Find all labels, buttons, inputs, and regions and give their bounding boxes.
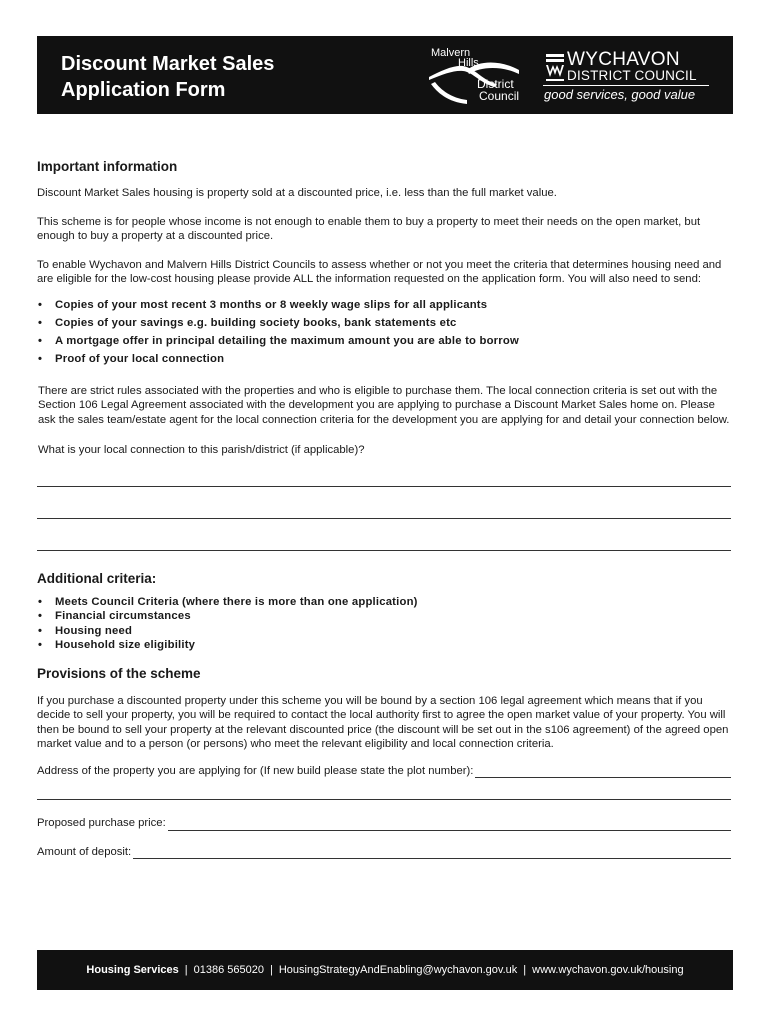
title-line-2: Application Form xyxy=(61,79,226,101)
list-item: • Financial circumstances xyxy=(37,609,731,624)
local-connection-question: What is your local connection to this parish/district (if applicable)? xyxy=(38,444,365,456)
list-item: • Household size eligibility xyxy=(37,638,731,653)
price-row xyxy=(37,816,731,831)
address-field[interactable] xyxy=(475,767,731,778)
important-heading: Important information xyxy=(37,159,178,174)
wychavon-logo xyxy=(543,49,723,105)
deposit-label: Amount of deposit: xyxy=(37,845,132,858)
provisions-para: If you purchase a discounted property under this scheme you will be bound by a section 106 legal agreement which means that if you decide to sell your property, you will be required to contact the local authority first to agree the open market value of your property. You will then be bound to sell your property at the relevant discounted price (the discount will be set out in the s106 agreement) of the agreed open market value and to a person (or persons) who meet the relevant eligibility and local connection criteria. xyxy=(37,694,729,750)
purchase-price-label: Proposed purchase price: xyxy=(37,817,166,829)
purchase-price-field[interactable] xyxy=(168,820,731,831)
deposit-row xyxy=(37,845,731,860)
footer-website[interactable]: www.wychavon.gov.uk/housing xyxy=(532,964,684,976)
wychavon-crest-icon xyxy=(545,53,565,83)
footer-email[interactable]: HousingStrategyAndEnabling@wychavon.gov.uk xyxy=(278,964,518,976)
local-connection-answer-line-3[interactable] xyxy=(37,550,731,551)
important-para-2: This scheme is for people whose income is not enough to enable them to buy a property to meet their needs on the open market, but enough to buy a property at a discounted price. xyxy=(37,215,701,242)
malvern-hills-logo xyxy=(423,44,528,108)
address-row xyxy=(37,764,731,779)
malvern-logo-line-2: Hills xyxy=(458,57,479,69)
malvern-logo-line-4: Council xyxy=(479,89,520,103)
malvern-logo-line-1: Malvern xyxy=(431,47,471,59)
page-title xyxy=(61,51,274,103)
wychavon-logo-name: WYCHAVON xyxy=(567,49,680,70)
list-item: • Copies of your most recent 3 months or 8 weekly wage slips for all applicants xyxy=(37,296,731,314)
provisions-heading: Provisions of the scheme xyxy=(37,665,201,681)
title-line-1: Discount Market Sales xyxy=(61,53,275,75)
malvern-logo-line-3: District xyxy=(477,77,514,91)
address-label: Address of the property you are applying for (If new build please state the plot number): xyxy=(37,764,474,777)
form-body xyxy=(37,158,731,859)
wychavon-logo-divider xyxy=(543,85,709,86)
footer-department: Housing Services xyxy=(86,964,179,976)
wychavon-logo-subtitle: DISTRICT COUNCIL xyxy=(567,68,697,83)
important-para-3: To enable Wychavon and Malvern Hills District Councils to assess whether or not you meet the criteria that determines housing need and are eligible for the low-cost housing please provide ALL the information requested on the application form. You will also need to send: xyxy=(37,258,722,285)
header-banner xyxy=(37,36,733,114)
additional-criteria-list xyxy=(37,595,731,653)
list-item: • A mortgage offer in principal detailing the maximum amount you are able to borrow xyxy=(37,332,731,350)
documents-list xyxy=(37,296,731,368)
deposit-field[interactable] xyxy=(133,848,731,859)
wychavon-tagline: good services, good value xyxy=(544,87,696,102)
local-connection-answer-line-2[interactable] xyxy=(37,518,731,519)
local-connection-answer-line-1[interactable] xyxy=(37,486,731,487)
important-para-4: There are strict rules associated with the properties and who is eligible to purchase them. The local connection criteria is set out with the Section 106 Legal Agreement associated with the development you are applying to purchase a Discount Market Sales home on. Please ask the sales team/estate agent for the local connection criteria for the development you are applying for and detail your connection below. xyxy=(38,384,730,426)
footer-bar: Housing Services | 01386 565020 | HousingStrategyAndEnabling@wychavon.gov.uk | www.wychavon.gov.uk/housing xyxy=(37,950,733,990)
address-field-line-2[interactable] xyxy=(37,799,731,800)
footer-phone: 01386 565020 xyxy=(193,964,264,976)
list-item: • Housing need xyxy=(37,624,731,639)
important-para-1: Discount Market Sales housing is property sold at a discounted price, i.e. less than the full market value. xyxy=(37,187,557,199)
list-item: • Meets Council Criteria (where there is more than one application) xyxy=(37,595,731,610)
list-item: • Copies of your savings e.g. building society books, bank statements etc xyxy=(37,314,731,332)
additional-criteria-heading: Additional criteria: xyxy=(37,570,157,586)
list-item: • Proof of your local connection xyxy=(37,350,731,368)
